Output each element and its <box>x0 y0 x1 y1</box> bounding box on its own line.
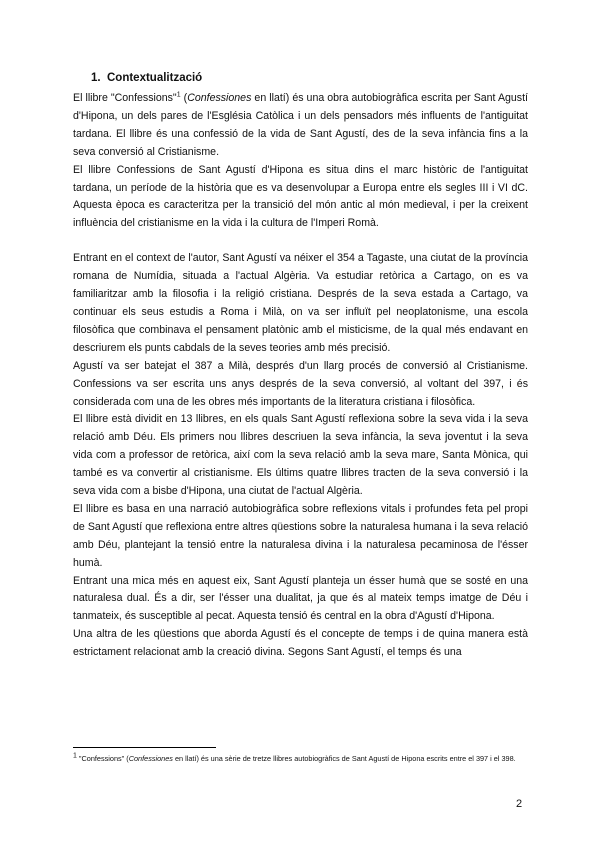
paragraph-narrative: El llibre es basa en una narració autobiogràfica sobre reflexions vitals i profundes feta pel propi de Sant Agustí que reflexiona entre altres qüestions sobre la naturalesa humana i la seva relació amb Déu, plantejant la tensió entre la naturalesa divina i la naturalesa pecaminosa de l'ésser humà. <box>73 502 528 569</box>
paragraph-gap <box>73 233 528 250</box>
paragraph-time-concept: Una altra de les qüestions que aborda Agustí és el concepte de temps i de quina manera està estrictament relacionat amb la creació divina. Segons Sant Agustí, el temps és una <box>73 628 528 659</box>
page-number: 2 <box>516 798 523 810</box>
footnote-marker: 1 <box>73 752 77 760</box>
paragraph-author-context: Entrant en el context de l'autor, Sant Agustí va néixer el 354 a Tagaste, una ciutat de la província romana de Numídia, situada a l'actual Algèria. Va estudiar retòrica a Cartago, on es va familiaritzar amb la filosofia i la religió cristiana. Després de la seva estada a Cartago, va continuar els seus estudis a Roma i Milà, on va ser influït pel neoplatonisme, una escola filosòfica que combinava el pensament platònic amb el misticisme, de la qual més endavant en descriurem els punts cabdals de la seves teories amb més precisió. <box>73 252 528 354</box>
footnote-text: "Confessions" ( <box>76 754 129 763</box>
section-number: 1. <box>91 72 101 84</box>
document-body <box>73 70 528 662</box>
paragraph-intro <box>73 90 528 162</box>
footnote-reference[interactable]: 1 <box>176 91 181 99</box>
paragraph-text: El llibre "Confessions" <box>73 92 177 104</box>
paragraph-text: en llatí) és una obra autobiogràfica escrita per Sant Agustí d'Hipona, un dels pares de l'Església Catòlica i un dels pensadors més influents de l'antiguitat tardana. El llibre és una confessió de la vida de Sant Agustí, des de la seva infància fins a la seva conversió al Cristianisme. <box>73 92 528 158</box>
footnote-text: en llatí) és una sèrie de tretze llibres autobiogràfics de Sant Agustí de Hipona escrits entre el 397 i el 398. <box>172 754 516 763</box>
section-heading <box>91 70 528 86</box>
paragraph-historical-context: El llibre Confessions de Sant Agustí d'Hipona es situa dins el marc històric de l'antiguitat tardana, un període de la història que es va desenvolupar a Europa entre els segles III i VI dC. Aquesta època es caracteritza per la transició del món antic al món medieval, i per la creixent influència del cristianisme en la vida i la cultura de l'Imperi Romà. <box>73 163 528 230</box>
footnote <box>73 753 528 764</box>
italic-term: Confessiones <box>187 92 252 104</box>
paragraph-dual-nature: Entrant una mica més en aquest eix, Sant Agustí planteja un ésser humà que se sosté en una naturalesa dual. És a dir, ser l'ésser una dualitat, ja que és al mateix temps imatge de Déu i tanmateix, és susceptible al pecat. Aquesta tensió és central en la obra d'Agustí d'Hipona. <box>73 574 528 623</box>
footnote-separator <box>73 747 216 748</box>
paragraph-text: ( <box>180 92 188 104</box>
paragraph-book-structure: El llibre està dividit en 13 llibres, en els quals Sant Agustí reflexiona sobre la seva vida i la seva relació amb Déu. Els primers nou llibres descriuen la seva infància, la seva joventut i la seva vida com a professor de retòrica, així com la seva relació amb la seva mare, Santa Mònica, qui també es va convertir al cristianisme. Els últims quatre llibres tracten de la seva conversió i la seva vida com a bisbe d'Hipona, una ciutat de l'actual Algèria. <box>73 413 528 498</box>
section-title: Contextualització <box>107 72 203 84</box>
footnote-italic: Confessiones <box>128 754 173 763</box>
paragraph-baptism: Agustí va ser batejat el 387 a Milà, després d'un llarg procés de conversió al Cristianisme. Confessions va ser escrita uns anys després de la seva conversió, al voltant del 397, i és considerada com una de les obres més importants de la literatura cristiana i filosòfica. <box>73 359 528 408</box>
